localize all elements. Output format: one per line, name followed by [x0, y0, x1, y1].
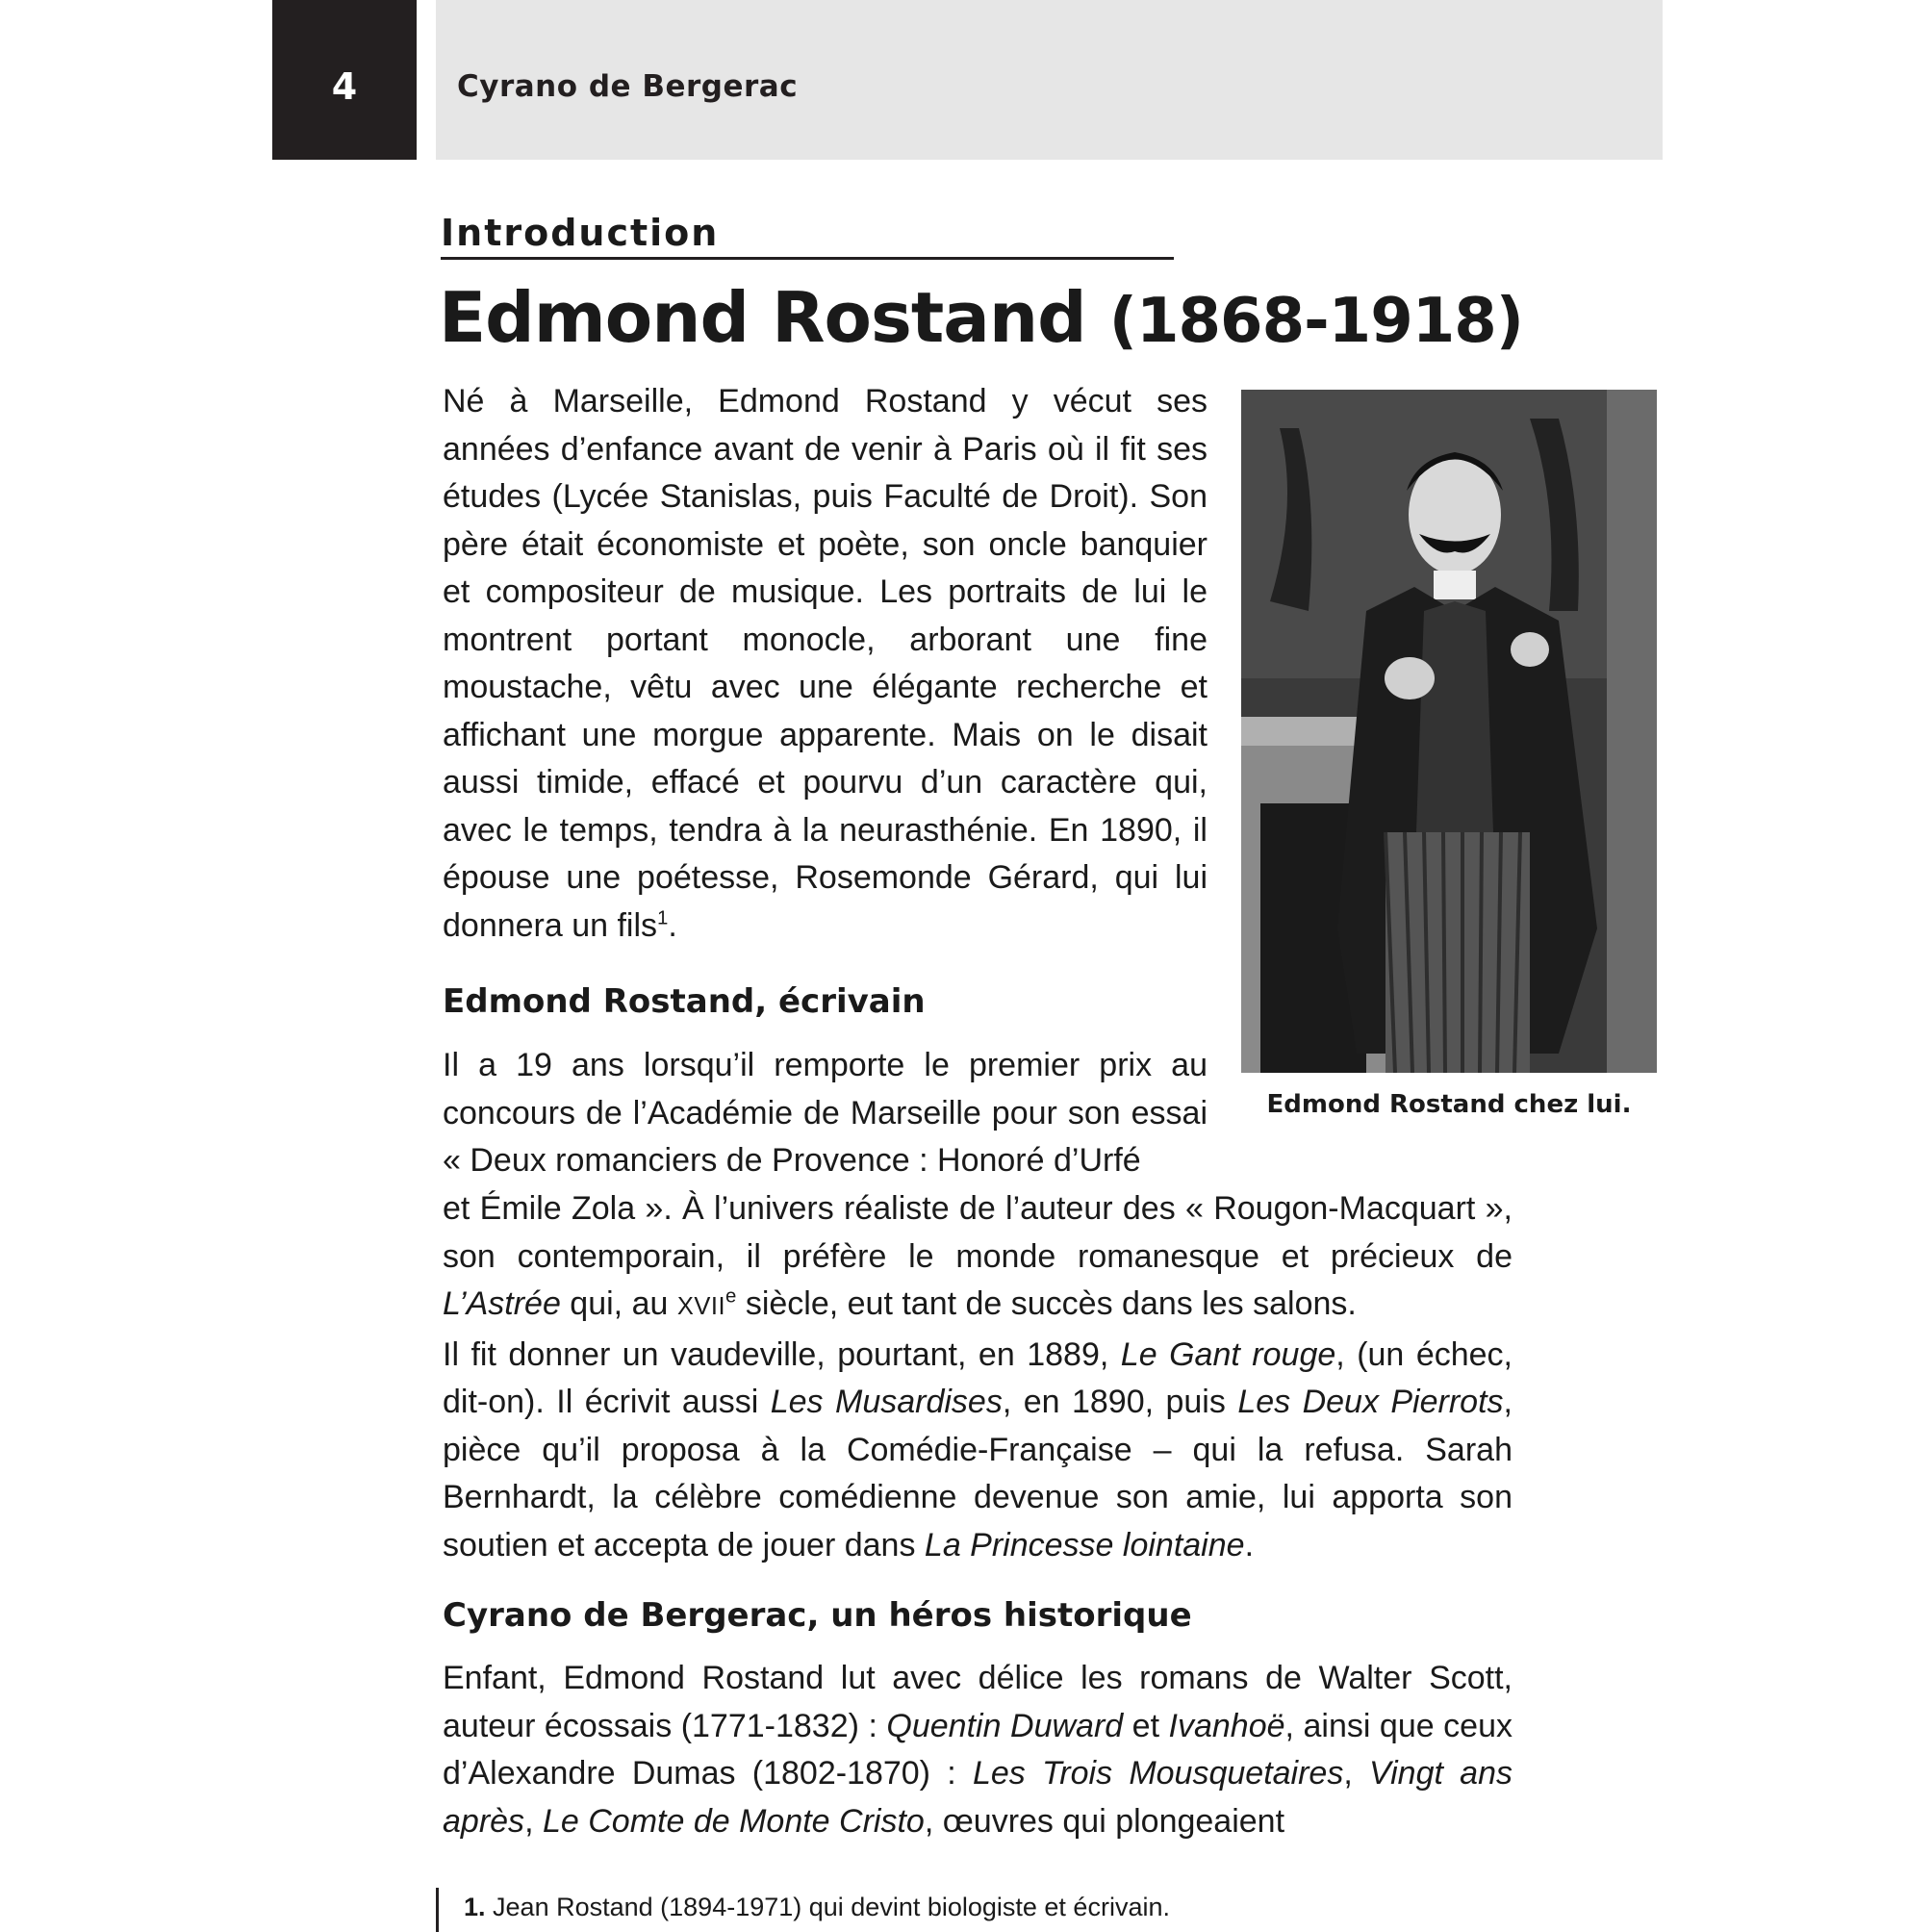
page-title: [439, 277, 1523, 362]
running-title: Cyrano de Bergerac: [436, 0, 1663, 160]
footnote-ref: 1: [657, 907, 669, 929]
title-ivanhoe: Ivanhoë: [1168, 1707, 1285, 1744]
title-deux-pierrots: Les Deux Pierrots: [1237, 1384, 1504, 1420]
portrait-photo: [1241, 390, 1657, 1073]
hero-text: ,: [1343, 1755, 1370, 1792]
footnote-number: 1.: [464, 1893, 486, 1921]
footnote-rule: [436, 1888, 439, 1932]
writer-paragraph-wide: [443, 1185, 1513, 1569]
title-quentin: Quentin Duward: [886, 1707, 1124, 1744]
writer-text: qui, au: [560, 1285, 677, 1322]
footnote-text: Jean Rostand (1894-1971) qui devint biologiste et écrivain.: [485, 1893, 1170, 1921]
page-number: 4: [272, 0, 417, 160]
title-monte-cristo: Le Comte de Monte Cristo: [542, 1802, 925, 1840]
heading-writer: Edmond Rostand, écrivain: [443, 982, 926, 1021]
intro-text: Né à Marseille, Edmond Rostand y vécut ses années d’enfance avant de venir à Paris où il fit ses études (Lycée Stanislas, puis Faculté de Droit). Son père était économiste et poète, son oncle banquier et compositeur de musique. Les portraits de lui le montrent portant monocle, arborant une fine moustache, vêtu avec une élégante recherche et affichant une morgue apparente. Mais on le disait aussi timide, effacé et pourvu d’un caractère qui, avec le temps, tendra à la neurasthénie. En 1890, il épouse une poétesse, Rosemonde Gérard, qui lui donnera un fils: [443, 383, 1208, 944]
hero-text: ,: [524, 1802, 543, 1840]
heading-hero: Cyrano de Bergerac, un héros historique: [443, 1596, 1192, 1635]
writer-paragraph-narrow: Il a 19 ans lorsqu’il remporte le premier prix au concours de l’Académie de Marseille pour son essai « Deux romanciers de Provence : Honoré d’Urfé: [443, 1047, 1208, 1179]
writer-text: siècle, eut tant de succès dans les salons.: [736, 1285, 1357, 1322]
writer-text: , pièce qu’il proposa à la Comédie-Française – qui la refusa. Sarah Bernhardt, la célèbre comédienne devenue son amie, lui apporta son soutien et accepta de jouer dans: [443, 1384, 1513, 1563]
century-label: XVII: [676, 1293, 726, 1320]
title-gant-rouge: Le Gant rouge: [1120, 1335, 1336, 1373]
writer-text: Il fit donner un vaudeville, pourtant, en 1889,: [443, 1335, 1121, 1373]
section-label: Introduction: [441, 212, 1174, 260]
writer-text: , (un échec, dit-on). Il écrivit aussi: [443, 1335, 1513, 1420]
portrait-illustration: [1241, 390, 1657, 1073]
title-astree: L’Astrée: [443, 1285, 561, 1322]
intro-paragraph: [443, 378, 1208, 950]
photo-caption: Edmond Rostand chez lui.: [1266, 1090, 1632, 1119]
title-years: (1868-1918): [1108, 286, 1524, 357]
title-princesse: La Princesse lointaine: [924, 1526, 1245, 1563]
hero-text: , ainsi que ceux d’Alexandre Dumas (1802-1870) :: [443, 1707, 1513, 1792]
title-vingt-ans: Vingt ans après: [443, 1755, 1513, 1840]
intro-end: .: [668, 906, 677, 944]
hero-paragraph: [443, 1655, 1513, 1845]
writer-text: et Émile Zola ». À l’univers réaliste de l’auteur des « Rougon-Macquart », son contemporain, il préfère le monde romanesque et précieux de: [443, 1190, 1513, 1275]
footnote: [464, 1891, 1170, 1923]
hero-text: Enfant, Edmond Rostand lut avec délice les romans de Walter Scott, auteur écossais (1771-1832) :: [443, 1660, 1513, 1744]
writer-text: .: [1244, 1526, 1255, 1563]
writer-text: , en 1890, puis: [1002, 1384, 1238, 1420]
title-name: Edmond Rostand: [439, 277, 1086, 358]
hero-text: , œuvres qui plongeaient: [924, 1802, 1285, 1840]
century-sup: e: [725, 1285, 737, 1308]
title-mousquetaires: Les Trois Mousquetaires: [972, 1755, 1344, 1792]
hero-text: et: [1123, 1707, 1169, 1744]
title-musardises: Les Musardises: [770, 1384, 1003, 1420]
